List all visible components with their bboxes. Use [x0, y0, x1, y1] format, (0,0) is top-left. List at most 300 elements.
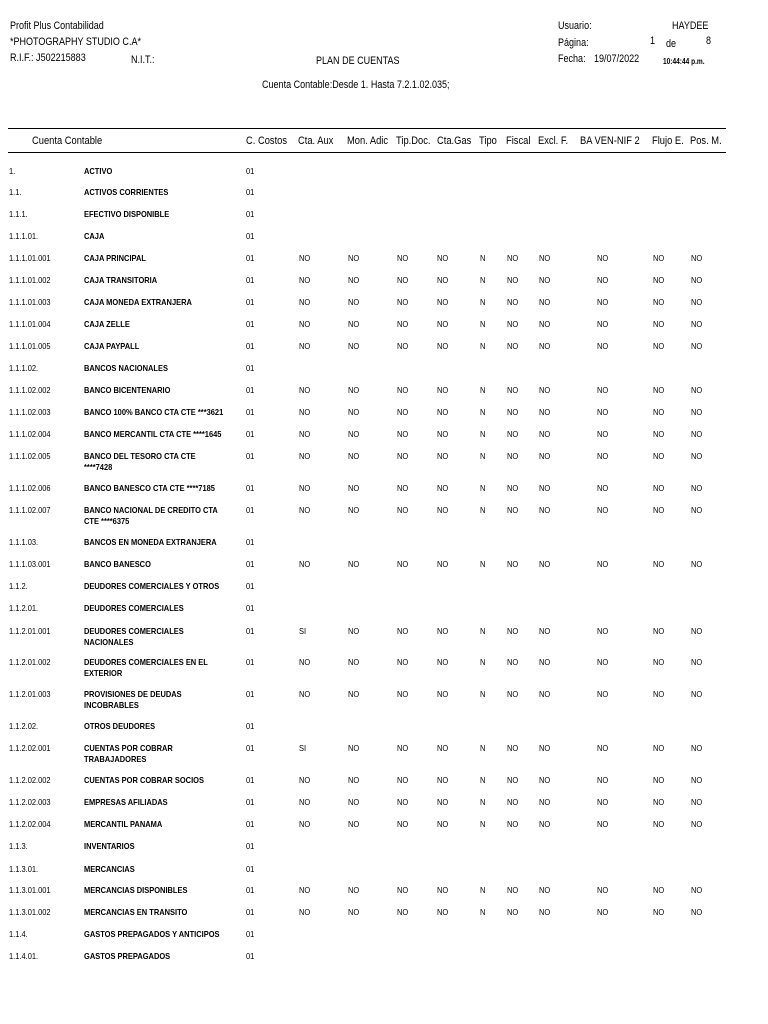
cell-tipo: N [480, 385, 486, 395]
cell-cta-gas: NO [437, 626, 449, 636]
cell-flujo-e: NO [653, 775, 665, 785]
cell-fiscal: NO [507, 775, 519, 785]
account-code: 1.1. [9, 187, 22, 197]
cell-cta-aux: NO [299, 885, 311, 895]
cell-tipo: N [480, 341, 486, 351]
account-description: BANCO MERCANTIL CTA CTE ****1645 [84, 429, 222, 439]
cell-fiscal: NO [507, 907, 519, 917]
account-code: 1.1.2.02.002 [9, 775, 51, 785]
cell-flujo-e: NO [653, 253, 665, 263]
col-header-cta-aux: Cta. Aux [298, 135, 334, 147]
cell-cta-aux: NO [299, 797, 311, 807]
account-code: 1.1.2.01.002 [9, 657, 51, 667]
account-code: 1.1.3. [9, 841, 28, 851]
cost-center: 01 [246, 187, 255, 197]
col-header-tipo: Tipo [479, 135, 497, 147]
account-description: MERCANCIAS DISPONIBLES [84, 885, 188, 895]
cost-center: 01 [246, 819, 255, 829]
account-description: CUENTAS POR COBRAR SOCIOS [84, 775, 204, 785]
account-description: CUENTAS POR COBRAR TRABAJADORES [84, 743, 173, 764]
cost-center: 01 [246, 363, 255, 373]
cell-cta-gas: NO [437, 341, 449, 351]
cell-ba-ven-nif: NO [597, 253, 609, 263]
account-description: GASTOS PREPAGADOS Y ANTICIPOS [84, 929, 220, 939]
account-code: 1.1.1.03. [9, 537, 39, 547]
cell-mon-adic: NO [348, 907, 360, 917]
cell-pos-m: NO [691, 429, 703, 439]
cell-excl-f: NO [539, 407, 551, 417]
cell-cta-gas: NO [437, 689, 449, 699]
cell-tipo: N [480, 505, 486, 515]
cost-center: 01 [246, 797, 255, 807]
account-code: 1.1.4. [9, 929, 28, 939]
cell-fiscal: NO [507, 253, 519, 263]
cell-ba-ven-nif: NO [597, 319, 609, 329]
cell-pos-m: NO [691, 657, 703, 667]
cell-excl-f: NO [539, 743, 551, 753]
account-description: BANCO BANESCO CTA CTE ****7185 [84, 483, 215, 493]
cost-center: 01 [246, 429, 255, 439]
cell-tipo: N [480, 483, 486, 493]
cell-tip-doc: NO [397, 657, 409, 667]
cell-cta-aux: NO [299, 483, 311, 493]
account-description: GASTOS PREPAGADOS [84, 951, 171, 961]
cell-cta-gas: NO [437, 275, 449, 285]
page-label: Página: [558, 37, 589, 49]
rif-label: R.I.F.: J502215883 [10, 52, 86, 64]
cell-ba-ven-nif: NO [597, 907, 609, 917]
cell-cta-aux: NO [299, 275, 311, 285]
account-code: 1.1.2.02.001 [9, 743, 51, 753]
cell-fiscal: NO [507, 483, 519, 493]
cell-cta-aux: NO [299, 297, 311, 307]
cell-fiscal: NO [507, 819, 519, 829]
col-header-pos-m: Pos. M. [690, 135, 722, 147]
cell-tip-doc: NO [397, 319, 409, 329]
header-top-rule [8, 128, 726, 129]
cell-mon-adic: NO [348, 743, 360, 753]
cell-cta-aux: NO [299, 385, 311, 395]
cost-center: 01 [246, 775, 255, 785]
cost-center: 01 [246, 483, 255, 493]
cell-excl-f: NO [539, 275, 551, 285]
cell-mon-adic: NO [348, 275, 360, 285]
cell-pos-m: NO [691, 407, 703, 417]
account-description: CAJA MONEDA EXTRANJERA [84, 297, 192, 307]
cell-mon-adic: NO [348, 885, 360, 895]
account-code: 1.1.2.02.003 [9, 797, 51, 807]
account-description: CAJA TRANSITORIA [84, 275, 158, 285]
cell-tipo: N [480, 657, 486, 667]
cell-excl-f: NO [539, 385, 551, 395]
cell-cta-gas: NO [437, 657, 449, 667]
cell-tip-doc: NO [397, 689, 409, 699]
account-description: OTROS DEUDORES [84, 721, 156, 731]
cell-tipo: N [480, 885, 486, 895]
col-header-cuenta: Cuenta Contable [32, 135, 103, 147]
account-code: 1.1.1.02.006 [9, 483, 51, 493]
account-code: 1.1.1.01.003 [9, 297, 51, 307]
col-header-tip-doc: Tip.Doc. [396, 135, 431, 147]
cell-fiscal: NO [507, 559, 519, 569]
cell-tipo: N [480, 626, 486, 636]
cell-cta-gas: NO [437, 429, 449, 439]
cell-cta-gas: NO [437, 885, 449, 895]
cell-mon-adic: NO [348, 559, 360, 569]
account-code: 1.1.1.01.001 [9, 253, 51, 263]
cost-center: 01 [246, 209, 255, 219]
account-description: CAJA PRINCIPAL [84, 253, 146, 263]
cell-excl-f: NO [539, 626, 551, 636]
cell-excl-f: NO [539, 907, 551, 917]
cell-flujo-e: NO [653, 385, 665, 395]
cell-pos-m: NO [691, 819, 703, 829]
cell-mon-adic: NO [348, 319, 360, 329]
cell-fiscal: NO [507, 626, 519, 636]
account-code: 1.1.2.02. [9, 721, 39, 731]
cell-tip-doc: NO [397, 297, 409, 307]
account-description: MERCANCIAS EN TRANSITO [84, 907, 188, 917]
account-code: 1.1.3.01.001 [9, 885, 51, 895]
cell-ba-ven-nif: NO [597, 451, 609, 461]
cell-tipo: N [480, 907, 486, 917]
account-description: CAJA ZELLE [84, 319, 130, 329]
cell-fiscal: NO [507, 657, 519, 667]
account-description: BANCO BANESCO [84, 559, 151, 569]
cell-pos-m: NO [691, 885, 703, 895]
cost-center: 01 [246, 743, 255, 753]
cell-tip-doc: NO [397, 429, 409, 439]
account-code: 1.1.1.02. [9, 363, 39, 373]
cell-fiscal: NO [507, 275, 519, 285]
cell-tip-doc: NO [397, 885, 409, 895]
account-code: 1.1.4.01. [9, 951, 39, 961]
cost-center: 01 [246, 929, 255, 939]
cell-pos-m: NO [691, 385, 703, 395]
cost-center: 01 [246, 253, 255, 263]
cell-pos-m: NO [691, 907, 703, 917]
cost-center: 01 [246, 581, 255, 591]
cell-excl-f: NO [539, 775, 551, 785]
account-code: 1.1.1.01. [9, 231, 39, 241]
cell-ba-ven-nif: NO [597, 483, 609, 493]
cell-tipo: N [480, 429, 486, 439]
cell-cta-gas: NO [437, 451, 449, 461]
account-description: BANCO NACIONAL DE CREDITO CTA CTE ****6375 [84, 505, 218, 526]
account-description: ACTIVOS CORRIENTES [84, 187, 169, 197]
cell-excl-f: NO [539, 885, 551, 895]
cost-center: 01 [246, 907, 255, 917]
account-code: 1. [9, 166, 16, 176]
cell-ba-ven-nif: NO [597, 797, 609, 807]
cell-tipo: N [480, 775, 486, 785]
cell-pos-m: NO [691, 319, 703, 329]
cell-cta-aux: NO [299, 451, 311, 461]
cell-mon-adic: NO [348, 505, 360, 515]
cost-center: 01 [246, 231, 255, 241]
account-description: BANCO DEL TESORO CTA CTE ****7428 [84, 451, 196, 472]
account-code: 1.1.1.02.004 [9, 429, 51, 439]
cell-tipo: N [480, 319, 486, 329]
cell-ba-ven-nif: NO [597, 505, 609, 515]
cost-center: 01 [246, 841, 255, 851]
cell-cta-gas: NO [437, 819, 449, 829]
cell-fiscal: NO [507, 319, 519, 329]
cost-center: 01 [246, 537, 255, 547]
date-label: Fecha: [558, 53, 586, 65]
user-label: Usuario: [558, 20, 592, 32]
cost-center: 01 [246, 559, 255, 569]
cell-cta-gas: NO [437, 319, 449, 329]
nit-label: N.I.T.: [131, 54, 155, 66]
cell-tipo: N [480, 797, 486, 807]
col-header-ba-ven-nif: BA VEN-NIF 2 [580, 135, 640, 147]
time-value: 10:44:44 p.m. [663, 57, 705, 66]
account-description: PROVISIONES DE DEUDAS INCOBRABLES [84, 689, 182, 710]
account-description: INVENTARIOS [84, 841, 135, 851]
cell-excl-f: NO [539, 253, 551, 263]
cost-center: 01 [246, 864, 255, 874]
cost-center: 01 [246, 603, 255, 613]
cell-tip-doc: NO [397, 385, 409, 395]
cost-center: 01 [246, 505, 255, 515]
account-code: 1.1.1.01.005 [9, 341, 51, 351]
cell-mon-adic: NO [348, 689, 360, 699]
cell-flujo-e: NO [653, 559, 665, 569]
cell-cta-gas: NO [437, 907, 449, 917]
cell-pos-m: NO [691, 483, 703, 493]
cell-excl-f: NO [539, 689, 551, 699]
cell-ba-ven-nif: NO [597, 657, 609, 667]
app-name: Profit Plus Contabilidad [10, 20, 104, 32]
cell-excl-f: NO [539, 451, 551, 461]
cell-tip-doc: NO [397, 559, 409, 569]
cell-ba-ven-nif: NO [597, 559, 609, 569]
account-code: 1.1.1. [9, 209, 28, 219]
account-description: DEUDORES COMERCIALES [84, 603, 184, 613]
cell-flujo-e: NO [653, 451, 665, 461]
cost-center: 01 [246, 721, 255, 731]
cell-cta-gas: NO [437, 407, 449, 417]
cell-tipo: N [480, 819, 486, 829]
cost-center: 01 [246, 166, 255, 176]
page-total: 8 [706, 35, 712, 47]
cell-cta-aux: NO [299, 775, 311, 785]
cell-tip-doc: NO [397, 743, 409, 753]
cell-flujo-e: NO [653, 505, 665, 515]
cell-cta-aux: NO [299, 319, 311, 329]
account-code: 1.1.1.02.003 [9, 407, 51, 417]
col-header-cta-gas: Cta.Gas [437, 135, 472, 147]
cell-cta-aux: NO [299, 505, 311, 515]
cell-mon-adic: NO [348, 341, 360, 351]
account-description: BANCO 100% BANCO CTA CTE ***3621 [84, 407, 224, 417]
cost-center: 01 [246, 885, 255, 895]
cell-cta-aux: NO [299, 429, 311, 439]
cost-center: 01 [246, 275, 255, 285]
cell-cta-gas: NO [437, 559, 449, 569]
cell-mon-adic: NO [348, 797, 360, 807]
cell-flujo-e: NO [653, 657, 665, 667]
header-bottom-rule [8, 152, 726, 153]
cell-tip-doc: NO [397, 483, 409, 493]
cell-flujo-e: NO [653, 907, 665, 917]
cost-center: 01 [246, 297, 255, 307]
cell-ba-ven-nif: NO [597, 775, 609, 785]
cell-pos-m: NO [691, 775, 703, 785]
cell-ba-ven-nif: NO [597, 385, 609, 395]
cost-center: 01 [246, 385, 255, 395]
cell-excl-f: NO [539, 297, 551, 307]
account-code: 1.1.1.03.001 [9, 559, 51, 569]
cell-mon-adic: NO [348, 775, 360, 785]
account-code: 1.1.2.01.003 [9, 689, 51, 699]
account-code: 1.1.1.02.007 [9, 505, 51, 515]
cell-tip-doc: NO [397, 451, 409, 461]
cell-ba-ven-nif: NO [597, 626, 609, 636]
cell-ba-ven-nif: NO [597, 819, 609, 829]
cell-tip-doc: NO [397, 775, 409, 785]
cell-tip-doc: NO [397, 407, 409, 417]
cell-fiscal: NO [507, 505, 519, 515]
cell-pos-m: NO [691, 689, 703, 699]
account-description: MERCANTIL PANAMA [84, 819, 163, 829]
cell-tip-doc: NO [397, 275, 409, 285]
cell-mon-adic: NO [348, 657, 360, 667]
cell-flujo-e: NO [653, 689, 665, 699]
account-description: EFECTIVO DISPONIBLE [84, 209, 170, 219]
cell-cta-aux: NO [299, 819, 311, 829]
account-description: DEUDORES COMERCIALES Y OTROS [84, 581, 220, 591]
account-description: BANCOS NACIONALES [84, 363, 168, 373]
cell-excl-f: NO [539, 797, 551, 807]
cell-tip-doc: NO [397, 341, 409, 351]
page-of-label: de [666, 38, 677, 50]
cell-flujo-e: NO [653, 626, 665, 636]
cost-center: 01 [246, 451, 255, 461]
cell-pos-m: NO [691, 451, 703, 461]
cell-mon-adic: NO [348, 819, 360, 829]
cost-center: 01 [246, 689, 255, 699]
cell-fiscal: NO [507, 451, 519, 461]
cost-center: 01 [246, 341, 255, 351]
account-description: ACTIVO [84, 166, 113, 176]
cell-mon-adic: NO [348, 253, 360, 263]
cost-center: 01 [246, 319, 255, 329]
cell-cta-aux: NO [299, 253, 311, 263]
account-description: MERCANCIAS [84, 864, 135, 874]
cell-fiscal: NO [507, 341, 519, 351]
account-code: 1.1.2.01. [9, 603, 39, 613]
cost-center: 01 [246, 657, 255, 667]
cell-cta-gas: NO [437, 297, 449, 307]
date-value: 19/07/2022 [594, 53, 640, 65]
cell-fiscal: NO [507, 429, 519, 439]
col-header-excl-f: Excl. F. [538, 135, 569, 147]
cell-cta-aux: NO [299, 657, 311, 667]
cell-flujo-e: NO [653, 743, 665, 753]
cell-flujo-e: NO [653, 275, 665, 285]
cell-pos-m: NO [691, 275, 703, 285]
account-code: 1.1.1.01.004 [9, 319, 51, 329]
cell-fiscal: NO [507, 407, 519, 417]
account-description: BANCOS EN MONEDA EXTRANJERA [84, 537, 217, 547]
account-description: EMPRESAS AFILIADAS [84, 797, 168, 807]
cell-tip-doc: NO [397, 907, 409, 917]
cell-mon-adic: NO [348, 626, 360, 636]
cell-excl-f: NO [539, 319, 551, 329]
cell-pos-m: NO [691, 297, 703, 307]
cell-cta-gas: NO [437, 743, 449, 753]
account-code: 1.1.2. [9, 581, 28, 591]
account-code: 1.1.3.01.002 [9, 907, 51, 917]
cell-mon-adic: NO [348, 429, 360, 439]
account-code: 1.1.1.01.002 [9, 275, 51, 285]
cell-cta-gas: NO [437, 253, 449, 263]
cell-pos-m: NO [691, 253, 703, 263]
account-description: CAJA PAYPALL [84, 341, 140, 351]
cell-cta-aux: SI [299, 743, 307, 753]
cell-tipo: N [480, 297, 486, 307]
cell-ba-ven-nif: NO [597, 407, 609, 417]
cell-flujo-e: NO [653, 341, 665, 351]
account-code: 1.1.2.01.001 [9, 626, 51, 636]
cell-tipo: N [480, 559, 486, 569]
cell-ba-ven-nif: NO [597, 689, 609, 699]
account-description: DEUDORES COMERCIALES EN EL EXTERIOR [84, 657, 208, 678]
cell-ba-ven-nif: NO [597, 429, 609, 439]
cell-flujo-e: NO [653, 483, 665, 493]
cell-fiscal: NO [507, 885, 519, 895]
cell-mon-adic: NO [348, 483, 360, 493]
col-header-costos: C. Costos [246, 135, 288, 147]
account-code: 1.1.2.02.004 [9, 819, 51, 829]
cell-fiscal: NO [507, 797, 519, 807]
cell-excl-f: NO [539, 819, 551, 829]
cell-excl-f: NO [539, 505, 551, 515]
cell-flujo-e: NO [653, 797, 665, 807]
cell-mon-adic: NO [348, 297, 360, 307]
account-description: BANCO BICENTENARIO [84, 385, 171, 395]
cost-center: 01 [246, 407, 255, 417]
cell-tipo: N [480, 451, 486, 461]
cell-pos-m: NO [691, 559, 703, 569]
cell-pos-m: NO [691, 743, 703, 753]
cell-pos-m: NO [691, 505, 703, 515]
cell-tipo: N [480, 743, 486, 753]
cell-excl-f: NO [539, 559, 551, 569]
account-code: 1.1.1.02.002 [9, 385, 51, 395]
account-code: 1.1.3.01. [9, 864, 39, 874]
cell-excl-f: NO [539, 429, 551, 439]
cell-cta-aux: NO [299, 689, 311, 699]
cell-flujo-e: NO [653, 407, 665, 417]
cell-tip-doc: NO [397, 626, 409, 636]
cell-mon-adic: NO [348, 407, 360, 417]
user-value: HAYDEE [672, 20, 709, 32]
col-header-fiscal: Fiscal [506, 135, 531, 147]
cell-cta-gas: NO [437, 775, 449, 785]
cell-cta-aux: NO [299, 559, 311, 569]
cell-excl-f: NO [539, 341, 551, 351]
company-name: *PHOTOGRAPHY STUDIO C.A* [10, 36, 141, 48]
report-title: PLAN DE CUENTAS [316, 55, 400, 67]
cell-tipo: N [480, 689, 486, 699]
cell-mon-adic: NO [348, 451, 360, 461]
cell-flujo-e: NO [653, 885, 665, 895]
cell-tip-doc: NO [397, 819, 409, 829]
cell-mon-adic: NO [348, 385, 360, 395]
